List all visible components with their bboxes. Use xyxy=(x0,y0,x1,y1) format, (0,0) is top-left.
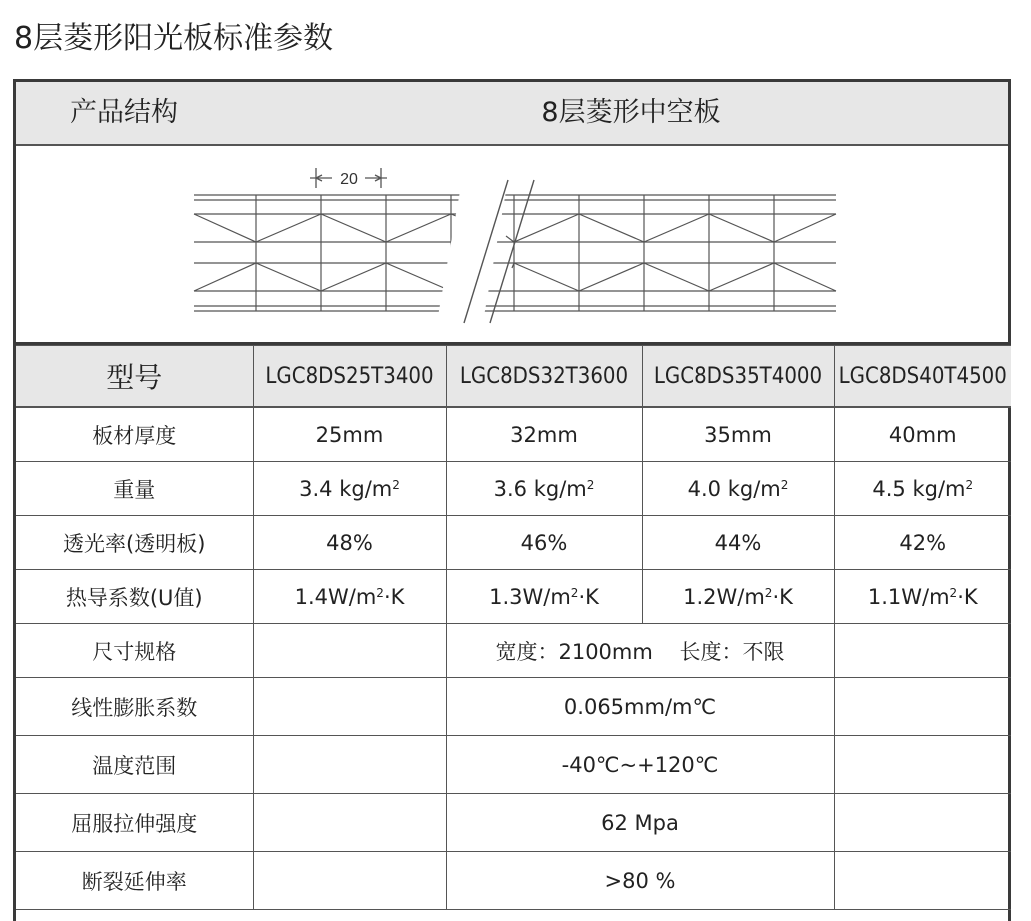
superscript: 2 xyxy=(570,585,579,600)
unit-suffix: ·K xyxy=(957,584,978,609)
value-text: 3.4 kg/m xyxy=(299,476,393,501)
table-row xyxy=(16,462,1011,516)
row-label: 透光率(透明板) xyxy=(16,516,253,570)
superscript: 2 xyxy=(764,585,773,600)
model-name: LGC8DS32T3600 xyxy=(446,346,642,408)
unit-suffix: ·K xyxy=(578,584,599,609)
empty-cell xyxy=(253,794,446,852)
cell-value xyxy=(446,570,642,624)
cell-value: 32mm xyxy=(446,407,642,462)
unit-suffix: ·K xyxy=(383,584,405,609)
model-label: 型号 xyxy=(16,346,253,408)
empty-cell xyxy=(253,624,446,678)
empty-cell xyxy=(834,794,1011,852)
merged-value: 62 Mpa xyxy=(446,794,834,852)
value-text: 1.3W/m xyxy=(489,584,571,609)
row-label: 线性膨胀系数 xyxy=(16,678,253,736)
cell-value xyxy=(446,462,642,516)
cell-value: 48% xyxy=(253,516,446,570)
superscript: 2 xyxy=(965,477,974,492)
row-label: 重量 xyxy=(16,462,253,516)
row-label: 屈服拉伸强度 xyxy=(16,794,253,852)
unit-suffix: ·K xyxy=(772,584,793,609)
structure-value: 8层菱形中空板 xyxy=(541,97,721,128)
table-row xyxy=(16,678,1011,736)
cell-value xyxy=(642,462,834,516)
superscript: 2 xyxy=(376,585,384,600)
cell-value xyxy=(253,570,446,624)
cell-value xyxy=(642,570,834,624)
empty-cell xyxy=(253,678,446,736)
value-text: 3.6 kg/m xyxy=(493,476,587,501)
empty-cell xyxy=(834,852,1011,910)
model-name: LGC8DS40T4500 xyxy=(834,346,1011,408)
value-text: 4.5 kg/m xyxy=(872,476,966,501)
table-row xyxy=(16,570,1011,624)
cell-value: 40mm xyxy=(834,407,1011,462)
cell-value: 35mm xyxy=(642,407,834,462)
value-text: 1.1W/m xyxy=(867,584,950,609)
row-label: 尺寸规格 xyxy=(16,624,253,678)
cell-value xyxy=(834,462,1011,516)
cross-section-drawing xyxy=(16,146,1008,342)
row-label: 温度范围 xyxy=(16,736,253,794)
cell-value xyxy=(834,570,1011,624)
table-row xyxy=(16,794,1011,852)
row-label: 板材厚度 xyxy=(16,407,253,462)
cell-value: 42% xyxy=(834,516,1011,570)
value-text: 1.2W/m xyxy=(683,584,765,609)
merged-value: 0.065mm/m℃ xyxy=(446,678,834,736)
spec-sheet xyxy=(13,79,1011,921)
model-name: LGC8DS25T3400 xyxy=(253,346,446,408)
superscript: 2 xyxy=(586,477,595,492)
value-text: 1.4W/m xyxy=(294,584,377,609)
dimension-label: 20 xyxy=(340,171,358,188)
empty-cell xyxy=(253,852,446,910)
model-name: LGC8DS35T4000 xyxy=(642,346,834,408)
structure-header xyxy=(16,82,1008,146)
model-header-row xyxy=(16,346,1011,408)
table-row xyxy=(16,516,1011,570)
empty-cell xyxy=(834,678,1011,736)
table-row xyxy=(16,624,1011,678)
merged-value: >80 % xyxy=(446,852,834,910)
row-label: 断裂延伸率 xyxy=(16,852,253,910)
table-row xyxy=(16,736,1011,794)
table-row xyxy=(16,852,1011,910)
empty-cell xyxy=(834,624,1011,678)
value-text: 4.0 kg/m xyxy=(687,476,781,501)
structure-diagram xyxy=(16,146,1008,345)
superscript: 2 xyxy=(392,477,400,492)
superscript: 2 xyxy=(949,585,958,600)
spec-table xyxy=(16,345,1011,910)
structure-label: 产品结构 xyxy=(70,97,178,128)
empty-cell xyxy=(834,736,1011,794)
merged-value: 宽度：2100mm 长度：不限 xyxy=(446,624,834,678)
cell-value: 46% xyxy=(446,516,642,570)
table-row xyxy=(16,407,1011,462)
merged-value: -40℃~+120℃ xyxy=(446,736,834,794)
row-label: 热导系数(U值) xyxy=(16,570,253,624)
cell-value xyxy=(253,462,446,516)
cell-value: 44% xyxy=(642,516,834,570)
empty-cell xyxy=(253,736,446,794)
cell-value: 25mm xyxy=(253,407,446,462)
page-title: 8层菱形阳光板标准参数 xyxy=(14,21,334,56)
superscript: 2 xyxy=(780,477,789,492)
